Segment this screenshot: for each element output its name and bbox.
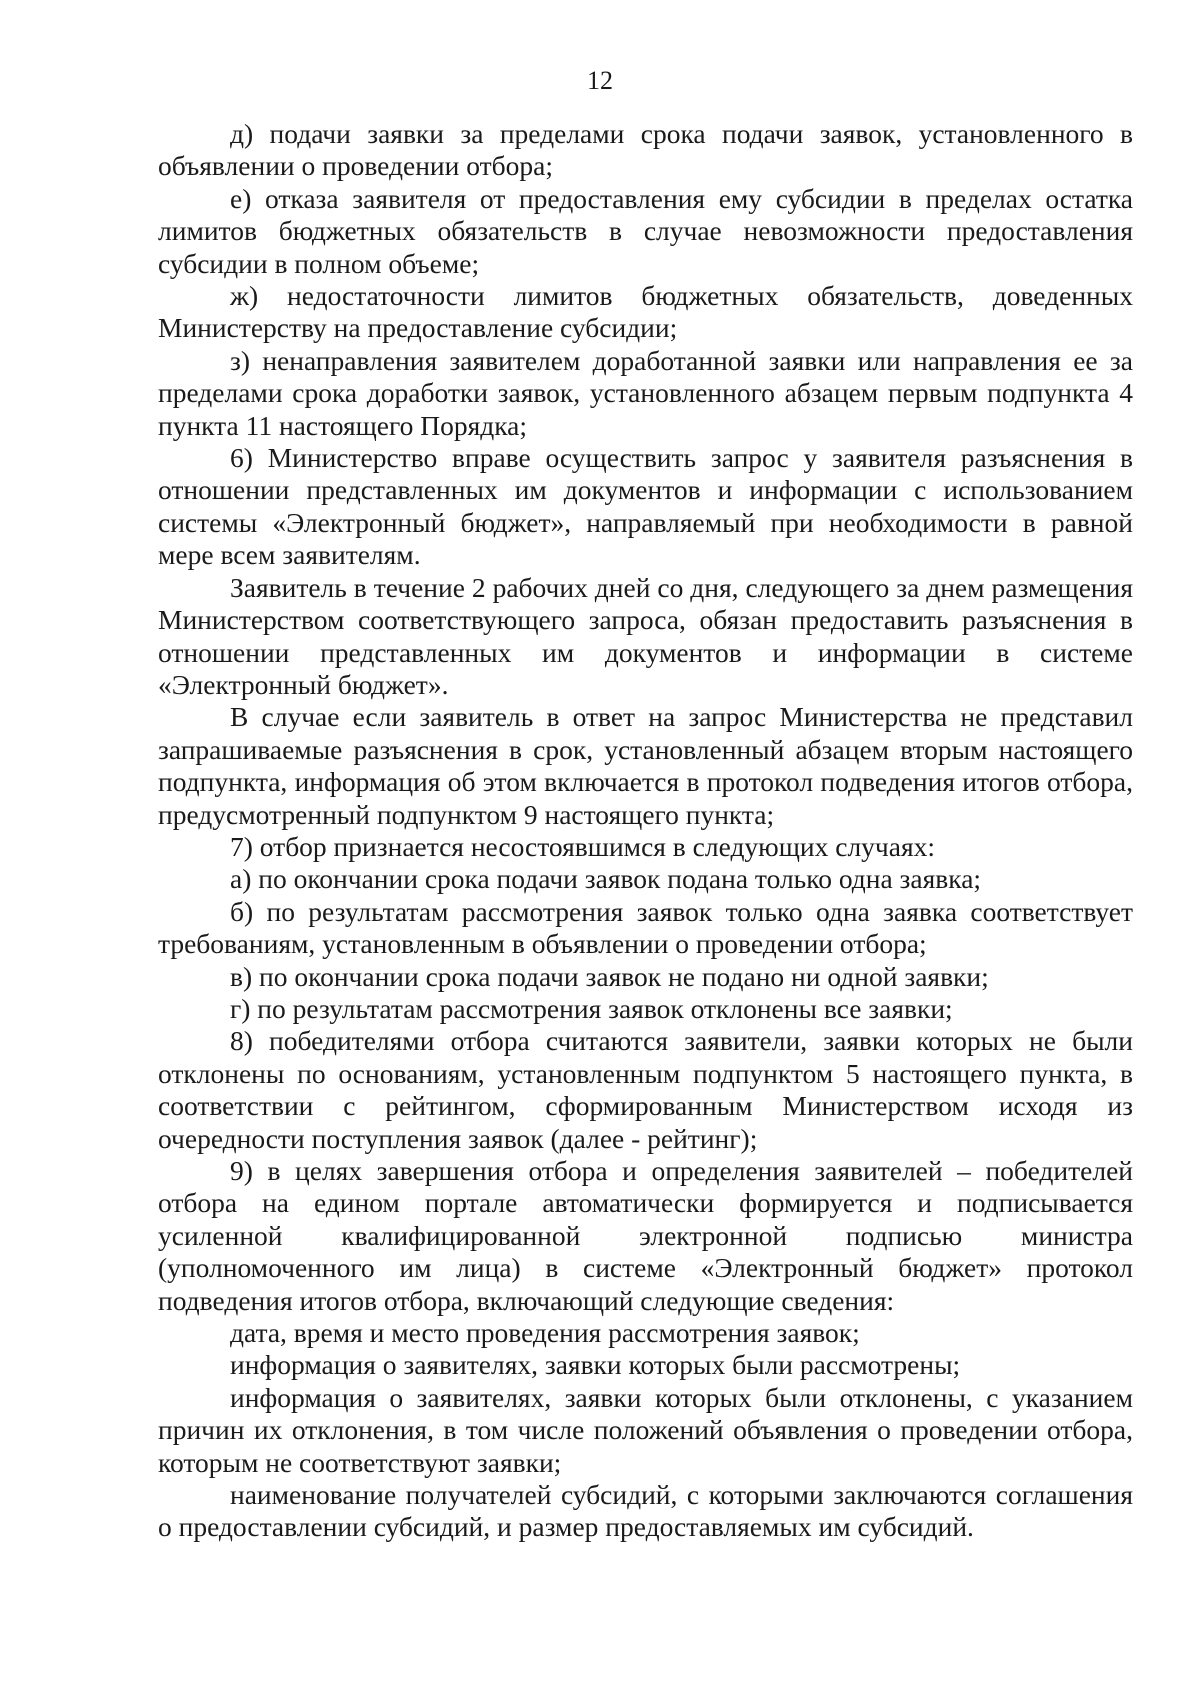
paragraph-zh-insufficient-limits: ж) недостаточности лимитов бюджетных обязательств, доведенных Министерству на предоставление субсидии; bbox=[158, 280, 1133, 344]
protocol-item-rejected-applicants: информация о заявителях, заявки которых были отклонены, с указанием причин их отклонения, в том числе положений объявления о проведении отбора, которым не соответствуют заявки; bbox=[158, 1381, 1133, 1478]
protocol-item-reviewed-applicants: информация о заявителях, заявки которых были рассмотрены; bbox=[230, 1349, 961, 1381]
paragraph-e-refusal: е) отказа заявителя от предоставления ему субсидии в пределах остатка лимитов бюджетных обязательств в случае невозможности предоставления субсидии в полном объеме; bbox=[158, 182, 1133, 279]
protocol-item-date-place: дата, время и место проведения рассмотрения заявок; bbox=[230, 1317, 860, 1349]
page-number: 12 bbox=[587, 66, 613, 95]
protocol-item-recipients: наименование получателей субсидий, с которыми заключаются соглашения о предоставлении субсидий, и размер предоставляемых им субсидий. bbox=[158, 1479, 1133, 1543]
paragraph-no-clarification-case: В случае если заявитель в ответ на запрос Министерства не представил запрашиваемые разъяснения в срок, установленный абзацем вторым настоящего подпункта, информация об этом включается в протокол подведения итогов отбора, предусмотренный подпунктом 9 настоящего пункта; bbox=[158, 701, 1133, 830]
paragraph-8-winners: 8) победителями отбора считаются заявители, заявки которых не были отклонены по основаниям, установленным подпунктом 5 настоящего пункта, в соответствии с рейтингом, сформированным Министерством исходя из очередности поступления заявок (далее - рейтинг); bbox=[158, 1025, 1133, 1154]
paragraph-6-clarification-request: 6) Министерство вправе осуществить запрос у заявителя разъяснения в отношении представленных им документов и информации с использованием системы «Электронный бюджет», направляемый при необходимости в равной мере всем заявителям. bbox=[158, 442, 1133, 571]
paragraph-g-all-rejected: г) по результатам рассмотрения заявок отклонены все заявки; bbox=[230, 992, 953, 1024]
paragraph-7-failed-selection: 7) отбор признается несостоявшимся в следующих случаях: bbox=[230, 830, 935, 862]
document-body bbox=[158, 118, 1133, 1544]
paragraph-b-single-compliant: б) по результатам рассмотрения заявок только одна заявка соответствует требованиям, установленным в объявлении о проведении отбора; bbox=[158, 895, 1133, 960]
paragraph-z-no-revised-application: з) ненаправления заявителем доработанной заявки или направления ее за пределами срока доработки заявок, установленного абзацем первым подпункта 4 пункта 11 настоящего Порядка; bbox=[158, 344, 1133, 441]
paragraph-applicant-response-deadline: Заявитель в течение 2 рабочих дней со дня, следующего за днем размещения Министерством соответствующего запроса, обязан предоставить разъяснения в отношении представленных им документов и информации в системе «Электронный бюджет». bbox=[158, 571, 1133, 700]
paragraph-a-single-application: а) по окончании срока подачи заявок подана только одна заявка; bbox=[230, 863, 982, 895]
paragraph-d-late-submission: д) подачи заявки за пределами срока подачи заявок, установленного в объявлении о проведении отбора; bbox=[158, 118, 1133, 182]
paragraph-v-no-applications: в) по окончании срока подачи заявок не подано ни одной заявки; bbox=[230, 960, 989, 992]
paragraph-9-protocol: 9) в целях завершения отбора и определения заявителей – победителей отбора на едином портале автоматически формируется и подписывается усиленной квалифицированной электронной подписью министра (уполномоченного им лица) в системе «Электронный бюджет» протокол подведения итогов отбора, включающий следующие сведения: bbox=[158, 1155, 1133, 1316]
